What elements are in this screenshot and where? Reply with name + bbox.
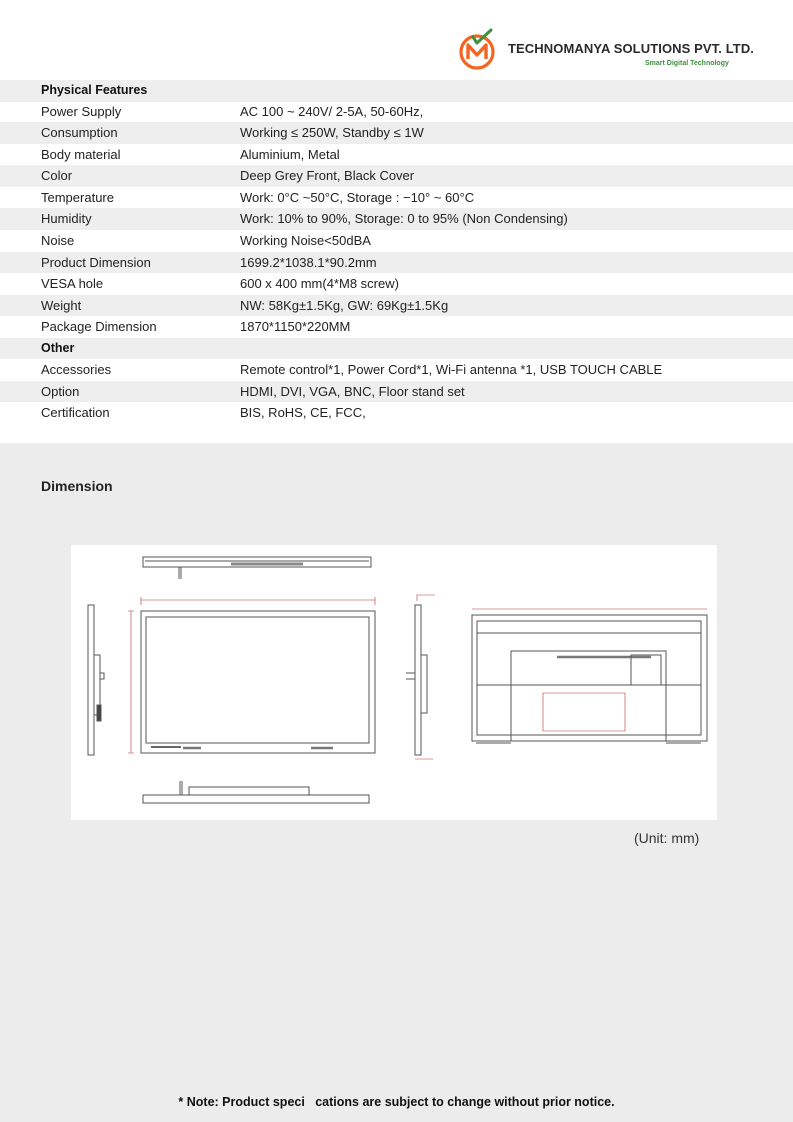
spec-key: Power Supply xyxy=(41,104,122,119)
spec-value: Work: 0°C ~50°C, Storage : −10° ~ 60°C xyxy=(240,189,475,205)
spec-value: 600 x 400 mm(4*M8 screw) xyxy=(240,276,399,291)
footer-note: * Note: Product speci cations are subject to change without prior notice. xyxy=(178,1095,615,1109)
dimension-drawing xyxy=(71,545,717,820)
spec-row xyxy=(0,295,793,317)
specification-table xyxy=(0,80,793,443)
spec-key: Option xyxy=(41,383,80,399)
spec-value: HDMI, DVI, VGA, BNC, Floor stand set xyxy=(240,383,465,399)
section-row-other xyxy=(0,338,793,360)
header xyxy=(0,0,793,80)
spec-value: AC 100 ~ 240V/ 2-5A, 50-60Hz, xyxy=(240,104,424,119)
spec-key: Noise xyxy=(41,233,75,248)
spec-row xyxy=(0,144,793,166)
spec-row xyxy=(0,402,793,424)
spec-key: Package Dimension xyxy=(41,319,157,334)
spec-key: Color xyxy=(41,168,73,183)
spec-row xyxy=(0,381,793,403)
spec-key: Weight xyxy=(41,297,82,313)
spec-value: Working Noise<50dBA xyxy=(240,233,371,248)
spec-row xyxy=(0,122,793,144)
spec-value: 1870*1150*220MM xyxy=(240,319,351,334)
spec-row xyxy=(0,230,793,252)
technical-drawing xyxy=(71,545,717,820)
company-tagline: Smart Digital Technology xyxy=(645,60,729,67)
section-heading-other: Other xyxy=(41,340,75,355)
spec-key: Humidity xyxy=(41,211,92,226)
spec-value: NW: 58Kg±1.5Kg, GW: 69Kg±1.5Kg xyxy=(240,297,449,313)
brand-logo-icon xyxy=(457,28,503,74)
spec-key: Consumption xyxy=(41,125,118,140)
spec-row xyxy=(0,208,793,230)
unit-label: (Unit: mm) xyxy=(634,830,700,846)
spec-row xyxy=(0,359,793,381)
spec-value: Deep Grey Front, Black Cover xyxy=(240,168,415,183)
spec-row xyxy=(0,252,793,274)
spec-row xyxy=(0,101,793,123)
spec-key: VESA hole xyxy=(41,276,104,291)
spec-key: Temperature xyxy=(41,189,114,205)
spec-value: Remote control*1, Power Cord*1, Wi-Fi antenna *1, USB TOUCH CABLE xyxy=(240,362,663,377)
spec-value: 1699.2*1038.1*90.2mm xyxy=(240,254,377,270)
spec-row xyxy=(0,187,793,209)
section-heading-physical: Physical Features xyxy=(41,83,148,97)
spec-key: Product Dimension xyxy=(41,254,151,270)
spec-key: Accessories xyxy=(41,362,112,377)
spec-value: Working ≤ 250W, Standby ≤ 1W xyxy=(240,125,424,140)
spec-row xyxy=(0,165,793,187)
spec-row xyxy=(0,316,793,338)
spec-value: Work: 10% to 90%, Storage: 0 to 95% (Non Condensing) xyxy=(240,211,568,226)
company-name: TECHNOMANYA SOLUTIONS PVT. LTD. xyxy=(508,41,755,56)
spec-value: BIS, RoHS, CE, FCC, xyxy=(240,405,366,420)
section-row-physical xyxy=(0,80,793,102)
spec-key: Body material xyxy=(41,146,121,162)
spec-value: Aluminium, Metal xyxy=(240,146,340,162)
spec-key: Certification xyxy=(41,405,110,420)
spec-row xyxy=(0,273,793,295)
dimension-heading: Dimension xyxy=(41,478,113,494)
